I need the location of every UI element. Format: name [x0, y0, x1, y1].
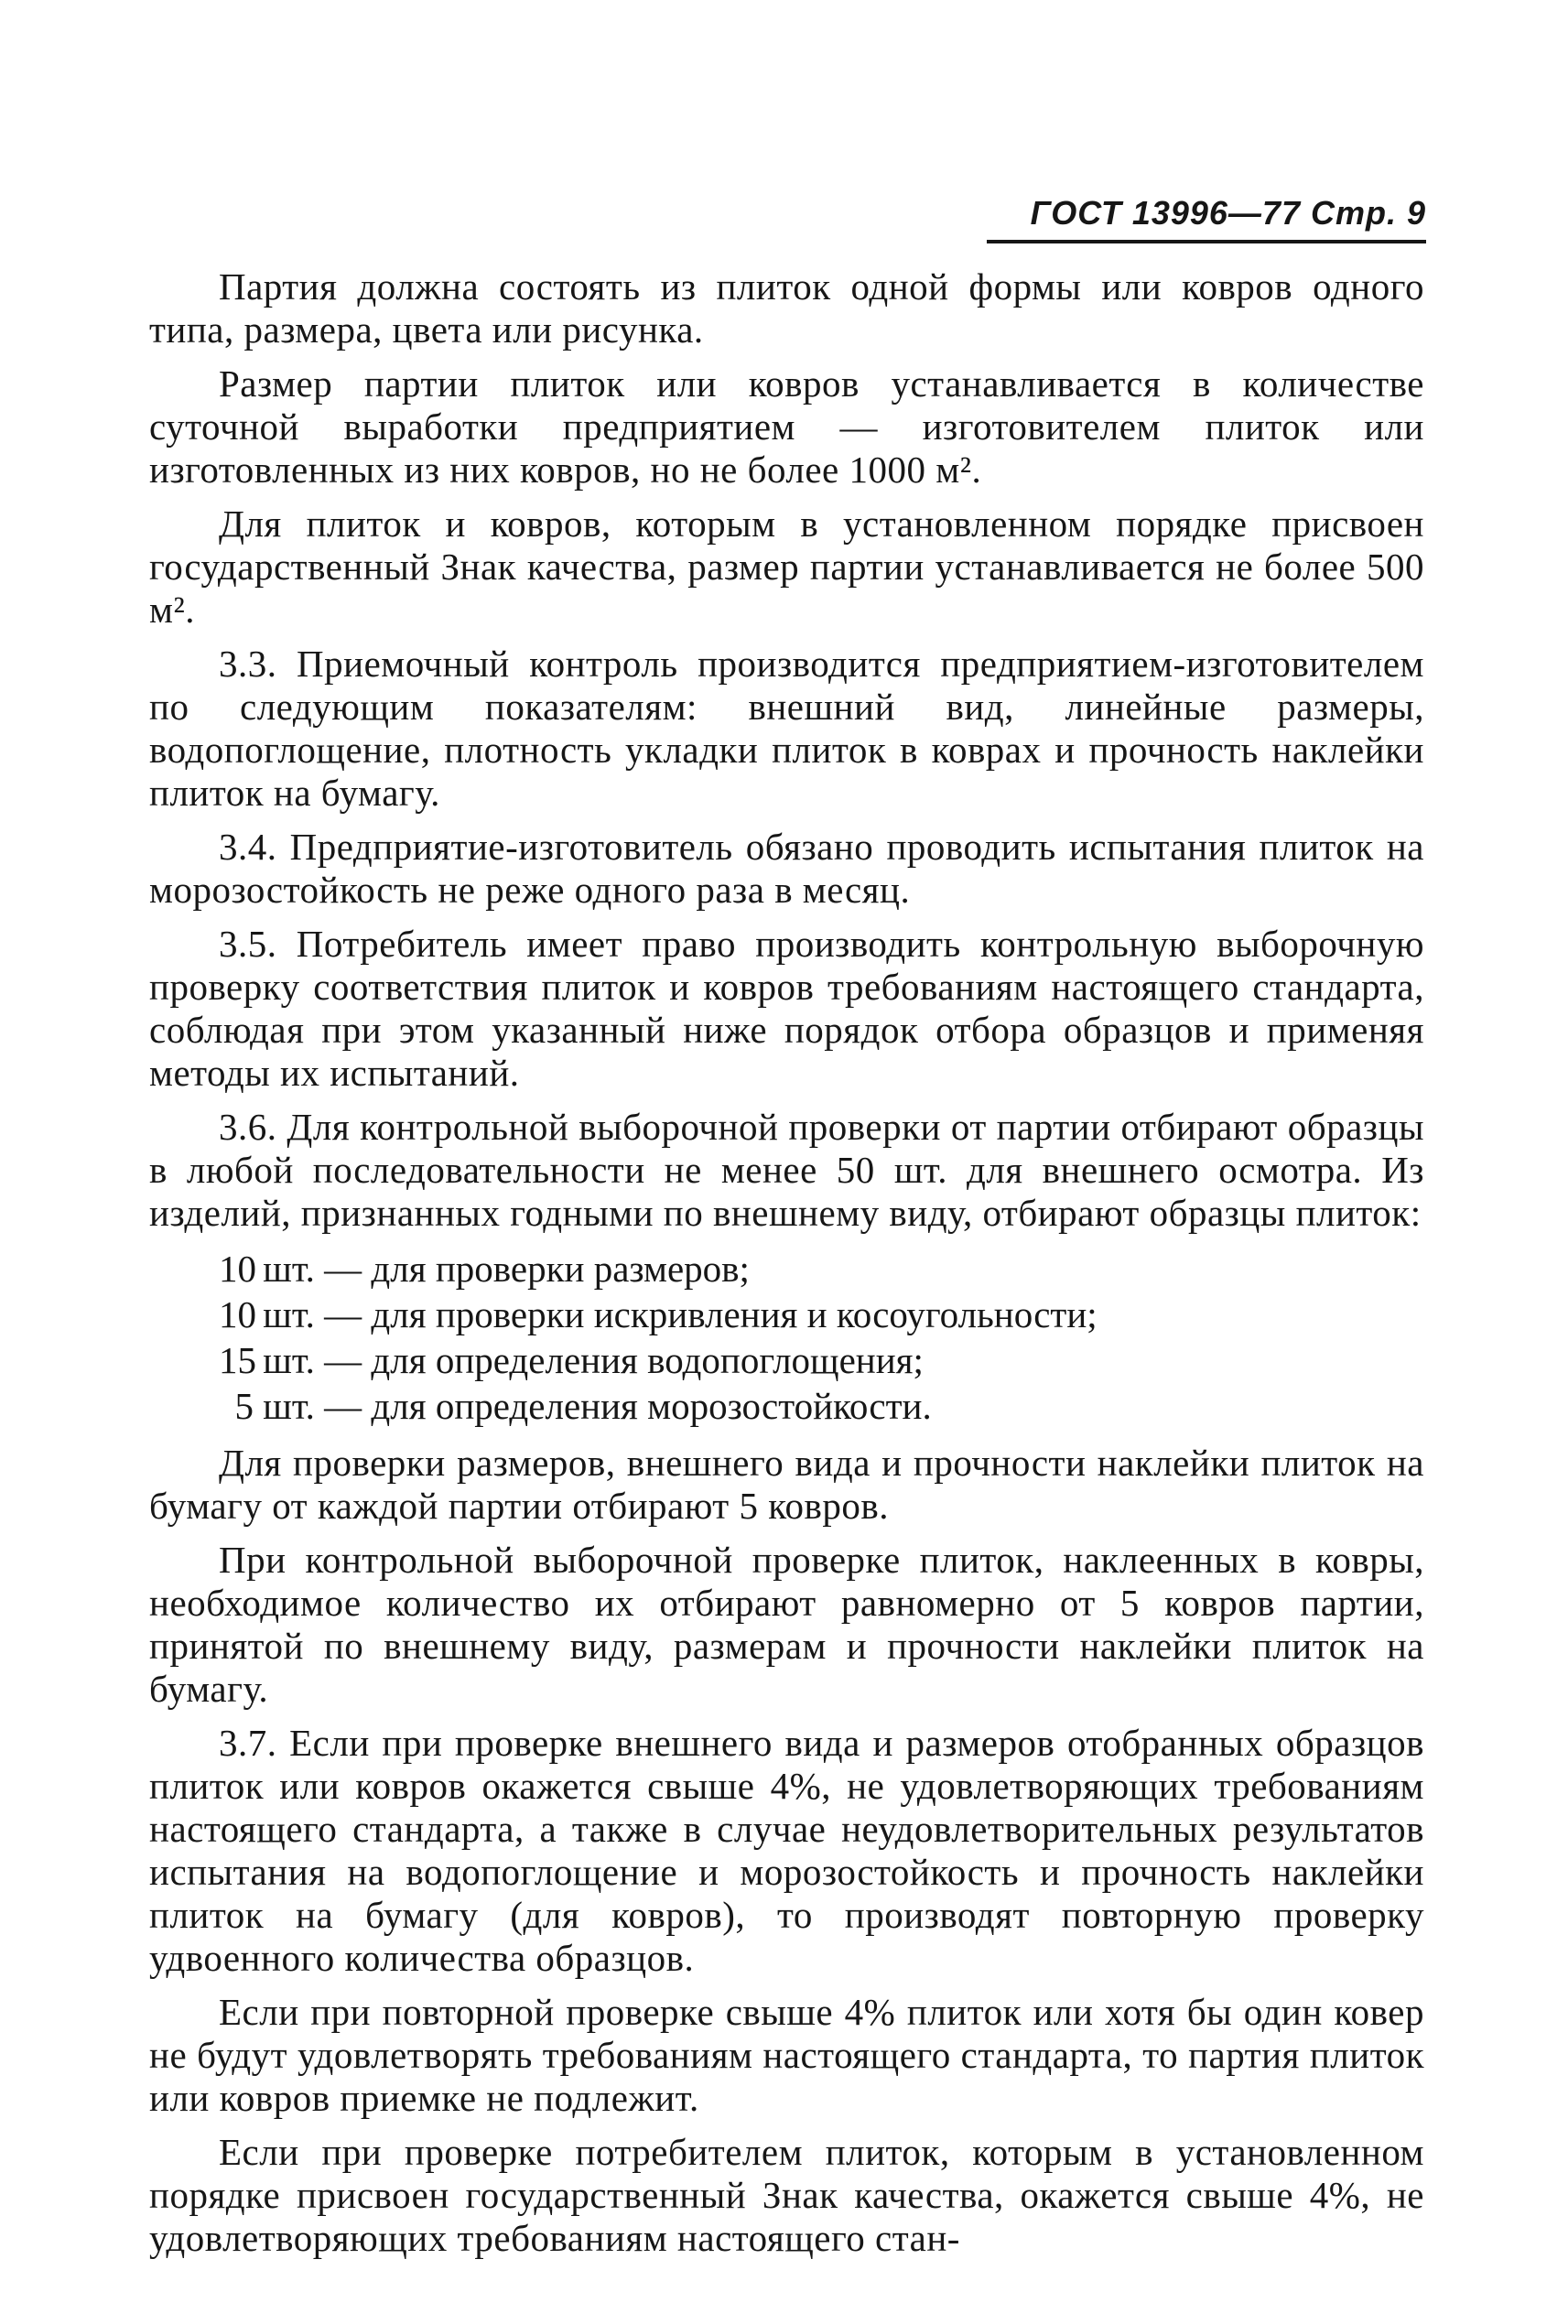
header-rule	[987, 240, 1426, 243]
paragraph-3-7: 3.7. Если при проверке внешнего вида и размеров отобранных образцов плиток или ковров окажется свыше 4%, не удовлетворяющих требованиям настоящего стандарта, а также в случае неудовлетворительных результатов испытания на водопоглощение и морозостойкость и прочность наклейки плиток на бумагу (для ковров), то производят повторную проверку удвоенного количества образцов.	[149, 1722, 1424, 1979]
paragraph-quality-mark-batch: Для плиток и ковров, которым в установленном порядке присвоен государственный Знак качества, размер партии устанавливается не более 500 м².	[149, 503, 1424, 631]
list-item-count: 5	[234, 1385, 254, 1427]
list-item-text: шт. — для проверки размеров;	[263, 1248, 750, 1290]
paragraph-3-5: 3.5. Потребитель имеет право производить контрольную выборочную проверку соответствия плиток и ковров требованиям настоящего стандарта, соблюдая при этом указанный ниже порядок отбора образцов и применяя методы их испытаний.	[149, 923, 1424, 1094]
list-item-count: 10	[219, 1293, 256, 1335]
list-item	[149, 1292, 1424, 1337]
document-body	[149, 265, 1424, 2271]
paragraph-consumer-check: Если при проверке потребителем плиток, которым в установленном порядке присвоен государственный Знак качества, окажется свыше 4%, не удовлетворяющих требованиям настоящего стан-	[149, 2131, 1424, 2259]
paragraph-3-4: 3.4. Предприятие-изготовитель обязано проводить испытания плиток на морозостойкость не реже одного раза в месяц.	[149, 826, 1424, 911]
list-item-text: шт. — для определения водопоглощения;	[263, 1339, 924, 1381]
paragraph-batch-composition: Партия должна состоять из плиток одной формы или ковров одного типа, размера, цвета или рисунка.	[149, 265, 1424, 351]
paragraph-3-6: 3.6. Для контрольной выборочной проверки от партии отбирают образцы в любой последовательности не менее 50 шт. для внешнего осмотра. Из изделий, признанных годными по внешнему виду, отбирают образцы плиток:	[149, 1106, 1424, 1234]
paragraph-3-3: 3.3. Приемочный контроль производится предприятием-изготовителем по следующим показателям: внешний вид, линейные размеры, водопоглощение, плотность укладки плиток в коврах и прочность наклейки плиток на бумагу.	[149, 643, 1424, 814]
paragraph-batch-size: Размер партии плиток или ковров устанавливается в количестве суточной выработки предприятием — изготовителем плиток или изготовленных из них ковров, но не более 1000 м².	[149, 362, 1424, 491]
list-item-text: шт. — для проверки искривления и косоугольности;	[263, 1293, 1098, 1335]
list-item	[149, 1246, 1424, 1292]
paragraph-repeat-check: Если при повторной проверке свыше 4% плиток или хотя бы один ковер не будут удовлетворять требованиям настоящего стандарта, то партия плиток или ковров приемке не подлежит.	[149, 1991, 1424, 2119]
list-item-count: 10	[219, 1248, 256, 1290]
list-item	[149, 1337, 1424, 1383]
paragraph-carpet-sampling: Для проверки размеров, внешнего вида и прочности наклейки плиток на бумагу от каждой партии отбирают 5 ковров.	[149, 1442, 1424, 1527]
sample-list	[149, 1246, 1424, 1429]
list-item-text: шт. — для определения морозостойкости.	[263, 1385, 932, 1427]
list-item-count: 15	[219, 1339, 256, 1381]
page-header: ГОСТ 13996—77 Стр. 9	[1030, 194, 1426, 232]
list-item	[149, 1383, 1424, 1429]
paragraph-carpet-tile-check: При контрольной выборочной проверке плиток, наклеенных в ковры, необходимое количество их отбирают равномерно от 5 ковров партии, принятой по внешнему виду, размерам и прочности наклейки плиток на бумагу.	[149, 1539, 1424, 1710]
